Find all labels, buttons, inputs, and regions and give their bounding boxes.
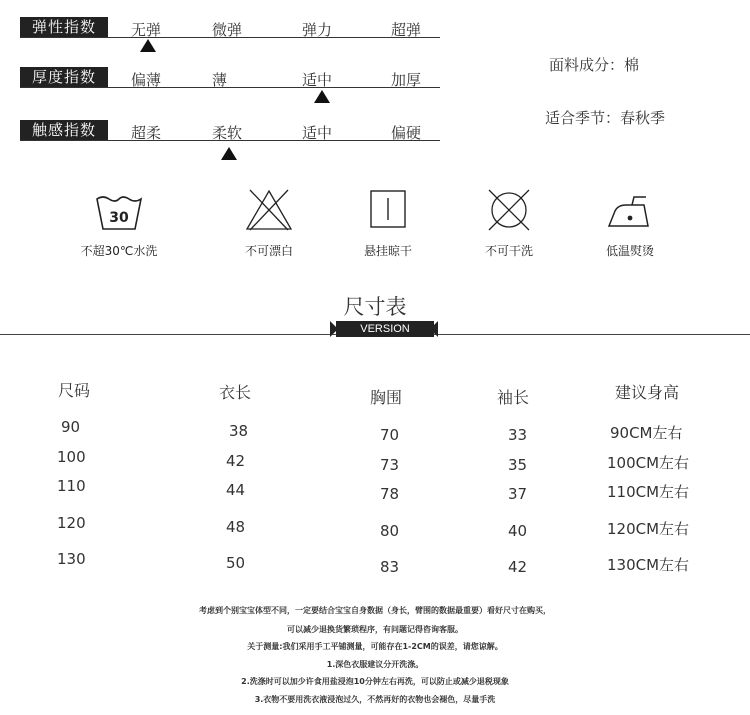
header-sleeve: 袖长 bbox=[497, 388, 530, 407]
note-line: 考虑到个别宝宝体型不同，一定要结合宝宝自身数据（身长，臂围的数据最重要）看好尺寸在购买， bbox=[199, 606, 551, 615]
care-label-iron: 低温熨烫 bbox=[605, 244, 654, 258]
cell-length: 42 bbox=[226, 452, 246, 470]
elasticity-selected-marker bbox=[140, 39, 156, 52]
version-banner: VERSION bbox=[336, 321, 434, 337]
note-line: 关于测量:我们采用手工平铺测量，可能存在1-2CM的误差，请您谅解。 bbox=[247, 642, 503, 651]
cell-chest: 83 bbox=[380, 558, 400, 576]
cell-chest: 80 bbox=[380, 522, 400, 540]
cell-chest: 70 bbox=[380, 426, 400, 444]
cell-height: 90CM左右 bbox=[610, 424, 683, 442]
thickness-rule bbox=[20, 87, 440, 88]
thickness-label: 厚度指数 bbox=[20, 67, 108, 87]
cell-size: 130 bbox=[57, 550, 86, 568]
header-size: 尺码 bbox=[58, 381, 91, 400]
cell-sleeve: 33 bbox=[508, 426, 528, 444]
softness-selected-marker bbox=[221, 147, 237, 160]
cell-sleeve: 37 bbox=[508, 485, 528, 503]
wash-30-badge: 30 bbox=[109, 210, 129, 226]
suitable-season: 适合季节：春秋季 bbox=[545, 109, 666, 127]
elasticity-label: 弹性指数 bbox=[20, 17, 108, 37]
no-bleach-icon bbox=[244, 188, 294, 232]
size-chart-title: 尺寸表 bbox=[343, 295, 407, 319]
note-line: 3.衣物不要用洗衣液浸泡过久，不然再好的衣物也会褪色，尽量手洗 bbox=[254, 695, 496, 704]
note-line: 可以减少退换货繁琐程序，有问题记得咨询客服。 bbox=[287, 625, 463, 634]
elasticity-option: 微弹 bbox=[212, 21, 243, 39]
header-length: 衣长 bbox=[219, 383, 252, 402]
cell-length: 50 bbox=[226, 554, 246, 572]
cell-sleeve: 40 bbox=[508, 522, 528, 540]
care-label-dry-clean: 不可干洗 bbox=[484, 244, 533, 258]
cell-length: 44 bbox=[226, 481, 246, 499]
thickness-option: 适中 bbox=[302, 71, 333, 89]
softness-option: 柔软 bbox=[212, 124, 243, 142]
header-height: 建议身高 bbox=[615, 383, 680, 402]
care-label-bleach: 不可漂白 bbox=[244, 244, 293, 258]
elasticity-option: 无弹 bbox=[131, 21, 162, 39]
fabric-composition: 面料成分：棉 bbox=[549, 56, 640, 74]
cell-height: 130CM左右 bbox=[607, 556, 690, 574]
cell-height: 120CM左右 bbox=[607, 520, 690, 538]
softness-option: 偏硬 bbox=[391, 124, 422, 142]
softness-option: 超柔 bbox=[131, 124, 162, 142]
thickness-option: 薄 bbox=[212, 71, 228, 89]
cell-sleeve: 35 bbox=[508, 456, 528, 474]
no-dry-clean-icon bbox=[485, 186, 533, 234]
note-line: 1.深色衣服建议分开洗涤。 bbox=[326, 660, 424, 669]
elasticity-option: 弹力 bbox=[302, 21, 333, 39]
softness-label: 触感指数 bbox=[20, 120, 108, 140]
cell-chest: 73 bbox=[380, 456, 400, 474]
cell-size: 90 bbox=[61, 418, 81, 436]
note-line: 2.洗涤时可以加少许食用盐浸泡10分钟左右再洗，可以防止或减少退税现象 bbox=[241, 677, 509, 686]
elasticity-option: 超弹 bbox=[391, 21, 422, 39]
care-label-wash: 不超30℃水洗 bbox=[80, 244, 158, 258]
cell-chest: 78 bbox=[380, 485, 400, 503]
thickness-selected-marker bbox=[314, 90, 330, 103]
cell-height: 110CM左右 bbox=[607, 483, 690, 501]
header-chest: 胸围 bbox=[370, 388, 403, 407]
thickness-option: 加厚 bbox=[391, 71, 422, 89]
cell-size: 110 bbox=[57, 477, 86, 495]
hang-dry-icon bbox=[369, 189, 407, 229]
care-label-hang-dry: 悬挂晾干 bbox=[363, 244, 412, 258]
cell-sleeve: 42 bbox=[508, 558, 528, 576]
cell-size: 100 bbox=[57, 448, 86, 466]
cell-height: 100CM左右 bbox=[607, 454, 690, 472]
cell-size: 120 bbox=[57, 514, 86, 532]
wash-30-icon bbox=[94, 195, 144, 231]
cell-length: 48 bbox=[226, 518, 246, 536]
thickness-option: 偏薄 bbox=[131, 71, 162, 89]
cell-length: 38 bbox=[229, 422, 249, 440]
low-iron-icon bbox=[606, 193, 652, 229]
softness-option: 适中 bbox=[302, 124, 333, 142]
